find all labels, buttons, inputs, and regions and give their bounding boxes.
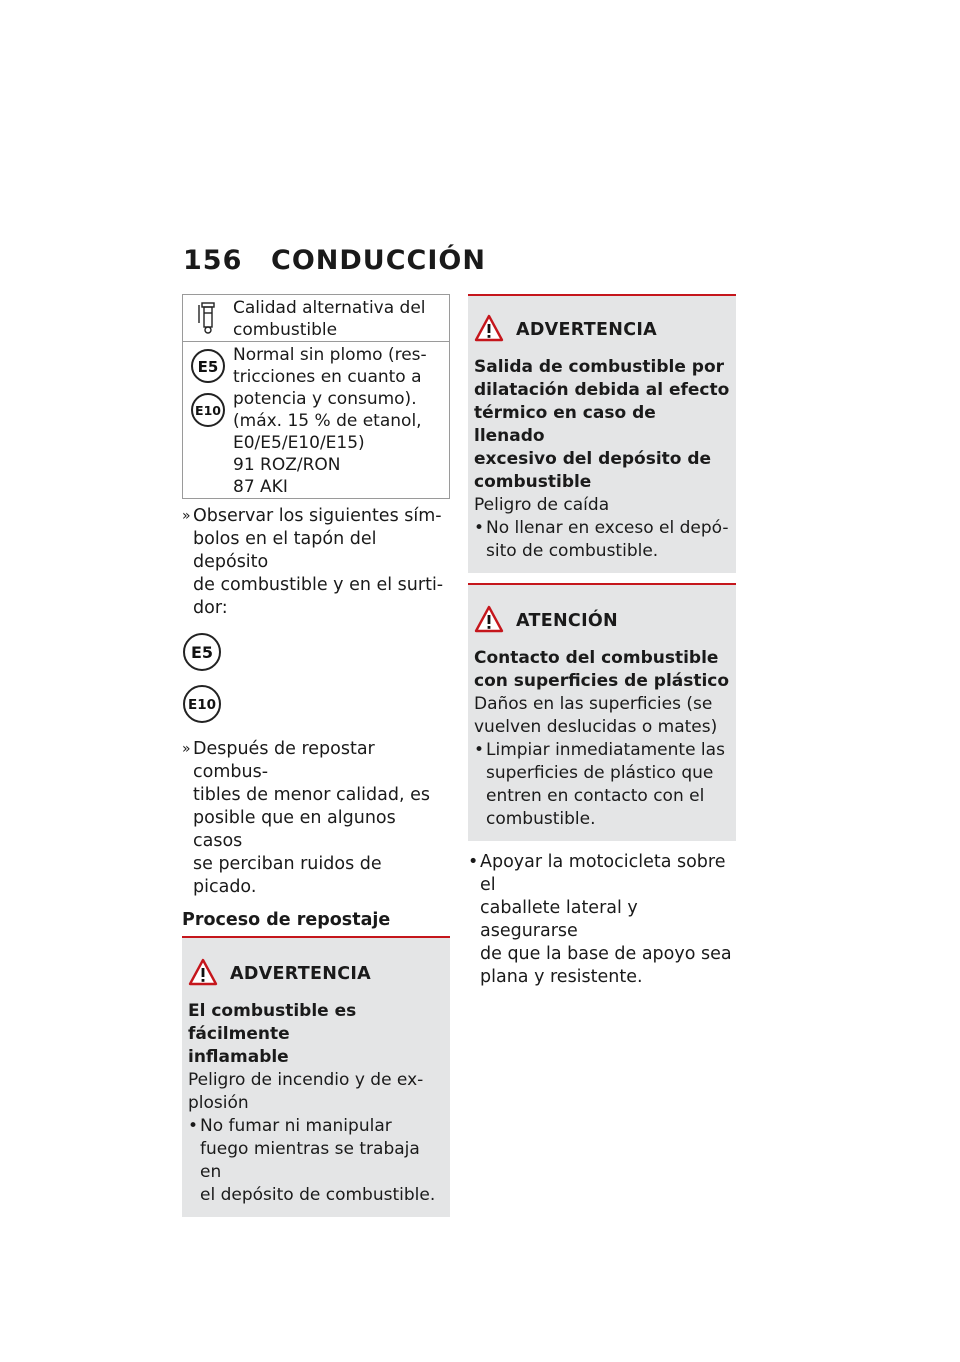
table-text-cell xyxy=(233,295,449,341)
e5-badge-label: E5 xyxy=(197,358,219,376)
left-column xyxy=(182,294,450,1217)
text-line: con superficies de plástico xyxy=(474,671,730,691)
text-line: térmico en caso de llenado xyxy=(474,403,656,446)
text-line: Normal sin plomo (res- xyxy=(233,345,427,365)
table-row xyxy=(183,295,449,341)
warning-title xyxy=(474,356,730,494)
text-line: dilatación debida al efecto xyxy=(474,380,730,400)
e5-badge-icon xyxy=(182,632,450,676)
text-line: tricciones en cuanto a xyxy=(233,367,422,387)
instruction-step xyxy=(468,851,736,989)
text-line: sito de combustible. xyxy=(486,541,659,561)
warning-triangle-icon xyxy=(474,605,504,637)
text-line: fuego mientras se trabaja en xyxy=(200,1139,420,1182)
text-line: plosión xyxy=(188,1093,249,1113)
attention-header xyxy=(474,605,730,637)
text-line: E0/E5/E10/E15) xyxy=(233,433,365,453)
text-line: posible que en algunos casos xyxy=(193,808,396,851)
table-icon-cell xyxy=(183,295,233,341)
attention-consequence xyxy=(474,693,730,739)
e5-badge-icon xyxy=(190,348,226,388)
text-line: Daños en las superficies (se xyxy=(474,694,713,714)
attention-box xyxy=(468,583,736,841)
text-line: combustible xyxy=(233,320,338,340)
fuel-symbols xyxy=(182,620,450,728)
step-marker: » xyxy=(182,741,191,757)
text-line: Salida de combustible por xyxy=(474,357,725,377)
text-line: excesivo del depósito de xyxy=(474,449,712,469)
table-icon-cell xyxy=(183,342,233,498)
warning-box xyxy=(182,938,450,1217)
text-line: No fumar ni manipular xyxy=(200,1116,392,1136)
text-line: (máx. 15 % de etanol, xyxy=(233,411,422,431)
text-line: tibles de menor calidad, es xyxy=(193,785,430,805)
warning-consequence xyxy=(188,1069,444,1115)
text-line: de combustible y en el surti- xyxy=(193,575,444,595)
e10-badge-label: E10 xyxy=(195,403,221,418)
attention-label: ATENCIÓN xyxy=(516,611,618,631)
text-line: superficies de plástico que xyxy=(486,763,714,783)
step-marker: • xyxy=(468,852,479,872)
right-column xyxy=(468,294,736,989)
text-line: bolos en el tapón del depósito xyxy=(193,529,377,572)
text-line: de que la base de apoyo sea xyxy=(480,944,732,964)
warning-measure xyxy=(188,1115,444,1207)
text-line: Observar los siguientes sím- xyxy=(193,506,442,526)
warning-consequence xyxy=(474,494,730,517)
text-line: No llenar en exceso el depó- xyxy=(486,518,729,538)
warning-header xyxy=(474,314,730,346)
instruction-step xyxy=(182,505,450,620)
attention-measure xyxy=(474,739,730,831)
text-line: El combustible es fácilmente xyxy=(188,1001,357,1044)
text-line: combustible xyxy=(474,472,592,492)
warning-measure xyxy=(474,517,730,563)
warning-label: ADVERTENCIA xyxy=(230,964,371,984)
page-header xyxy=(183,240,486,280)
e5-badge-label: E5 xyxy=(190,643,214,662)
warning-triangle-icon xyxy=(188,958,218,990)
table-text-cell xyxy=(233,342,449,498)
warning-box xyxy=(468,294,736,573)
text-line: combustible. xyxy=(486,809,596,829)
bullet-dot: • xyxy=(474,518,485,538)
text-line: 91 ROZ/RON xyxy=(233,455,341,475)
warning-header xyxy=(188,958,444,990)
step-marker: » xyxy=(182,508,191,524)
chapter-title: CONDUCCIÓN xyxy=(271,244,486,276)
text-line: dor: xyxy=(193,598,228,618)
text-line: se perciban ruidos de picado. xyxy=(193,854,382,897)
text-line: Calidad alternativa del xyxy=(233,298,426,318)
text-line: Peligro de caída xyxy=(474,495,610,515)
text-line: Peligro de incendio y de ex- xyxy=(188,1070,424,1090)
attention-title xyxy=(474,647,730,693)
fuel-quality-table xyxy=(182,294,450,499)
text-line: potencia y consumo). xyxy=(233,389,417,409)
text-line: Después de repostar combus- xyxy=(193,739,375,782)
text-line: 87 AKI xyxy=(233,477,288,497)
text-line: el depósito de combustible. xyxy=(200,1185,436,1205)
text-line: inflamable xyxy=(188,1047,289,1067)
e10-badge-label: E10 xyxy=(187,697,217,713)
table-row xyxy=(183,341,449,498)
text-line: caballete lateral y asegurarse xyxy=(480,898,638,941)
bullet-dot: • xyxy=(474,740,485,760)
warning-triangle-icon xyxy=(474,314,504,346)
e10-badge-icon xyxy=(182,684,450,728)
text-line: Limpiar inmediatamente las xyxy=(486,740,725,760)
bullet-dot: • xyxy=(188,1116,199,1136)
warning-title xyxy=(188,1000,444,1069)
text-line: entren en contacto con el xyxy=(486,786,705,806)
text-line: Contacto del combustible xyxy=(474,648,719,668)
text-line: vuelven deslucidas o mates) xyxy=(474,717,718,737)
instruction-step xyxy=(182,738,450,899)
section-heading: Proceso de repostaje xyxy=(182,909,450,938)
warning-label: ADVERTENCIA xyxy=(516,320,657,340)
text-line: Apoyar la motocicleta sobre el xyxy=(480,852,726,895)
e10-badge-icon xyxy=(190,392,226,432)
text-line: plana y resistente. xyxy=(480,967,643,987)
page-number: 156 xyxy=(183,244,243,276)
fuel-nozzle-icon xyxy=(195,301,221,339)
